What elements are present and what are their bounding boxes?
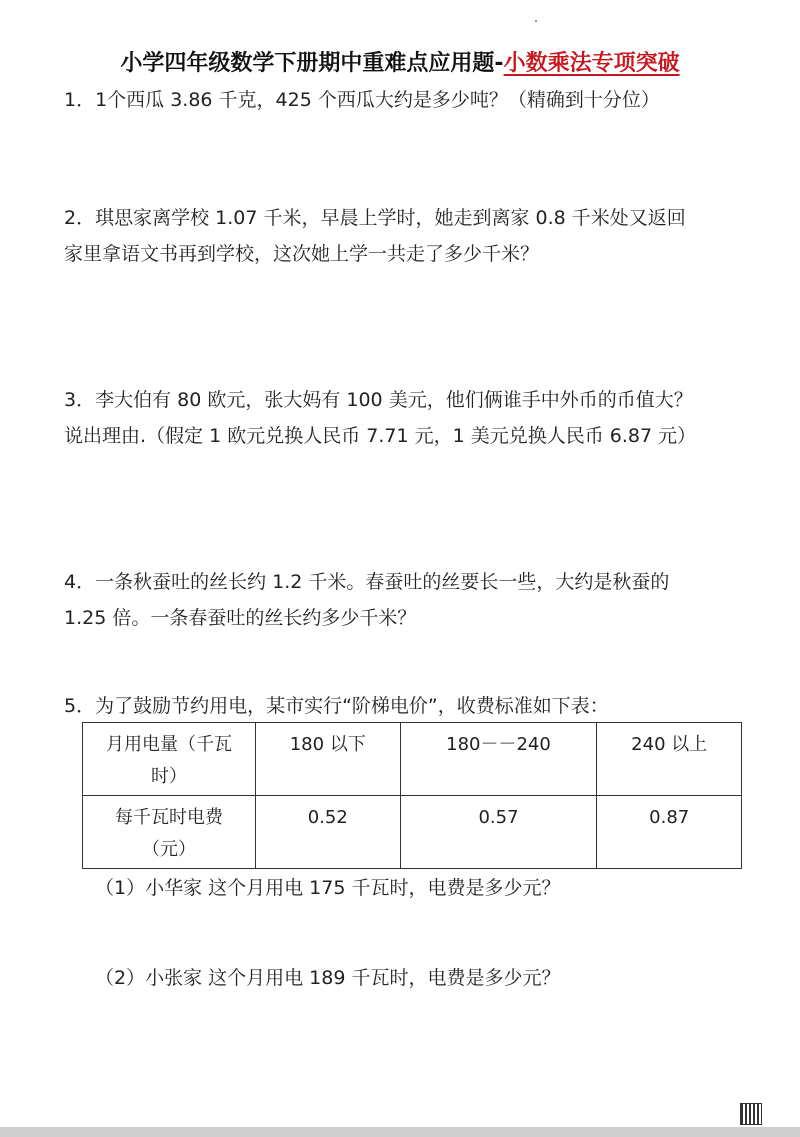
question-4 bbox=[64, 564, 764, 636]
question-3-line-2: 说出理由.（假定 1 欧元兑换人民币 7.71 元，1 美元兑换人民币 6.87 元） bbox=[64, 425, 697, 447]
question-2-line-1: 2．琪思家离学校 1.07 千米，早晨上学时，她走到离家 0.8 千米处又返回 bbox=[64, 207, 686, 229]
table-cell-usage-tier-3: 240 以上 bbox=[597, 723, 742, 796]
electricity-fee-table bbox=[82, 722, 742, 869]
table-cell-price-tier-3: 0.87 bbox=[597, 796, 742, 869]
table-cell-usage-tier-2: 180－－240 bbox=[400, 723, 597, 796]
table-header-price-line-2: （元） bbox=[142, 839, 196, 860]
page-title bbox=[0, 46, 800, 77]
table-header-price-line-1: 每千瓦时电费 bbox=[115, 807, 223, 828]
qr-code-icon bbox=[740, 1103, 762, 1125]
title-main: 小学四年级数学下册期中重难点应用题- bbox=[120, 51, 504, 76]
table-row-usage bbox=[83, 723, 742, 796]
page-bottom-edge bbox=[0, 1127, 800, 1137]
question-5 bbox=[64, 688, 764, 724]
table-cell-price-tier-2: 0.57 bbox=[400, 796, 597, 869]
table-header-usage-line-2: 时） bbox=[151, 766, 187, 787]
question-2 bbox=[64, 200, 764, 272]
table-header-usage bbox=[83, 723, 256, 796]
question-2-line-2: 家里拿语文书再到学校，这次她上学一共走了多少千米？ bbox=[64, 243, 540, 265]
scan-speck bbox=[535, 20, 537, 22]
question-1 bbox=[64, 82, 764, 118]
question-3-line-1: 3．李大伯有 80 欧元，张大妈有 100 美元，他们俩谁手中外币的币值大？ bbox=[64, 389, 693, 411]
table-header-usage-line-1: 月用电量（千瓦 bbox=[106, 734, 232, 755]
table-header-price bbox=[83, 796, 256, 869]
question-4-line-1: 4．一条秋蚕吐的丝长约 1.2 千米。春蚕吐的丝要长一些，大约是秋蚕的 bbox=[64, 571, 670, 593]
table-cell-price-tier-1: 0.52 bbox=[256, 796, 401, 869]
table-row-price bbox=[83, 796, 742, 869]
title-highlight: 小数乘法专项突破 bbox=[503, 51, 680, 76]
sub-question-2: （2）小张家 这个月用电 189 千瓦时，电费是多少元？ bbox=[95, 967, 561, 989]
table-cell-usage-tier-1: 180 以下 bbox=[256, 723, 401, 796]
question-3 bbox=[64, 382, 764, 454]
question-4-line-2: 1.25 倍。一条春蚕吐的丝长约多少千米？ bbox=[64, 607, 417, 629]
sub-question-1: （1）小华家 这个月用电 175 千瓦时，电费是多少元？ bbox=[95, 877, 561, 899]
question-1-line-1: 1．1个西瓜 3.86 千克，425 个西瓜大约是多少吨？（精确到十分位） bbox=[64, 89, 660, 111]
question-5-line-1: 5．为了鼓励节约用电，某市实行“阶梯电价”，收费标准如下表： bbox=[64, 695, 609, 717]
